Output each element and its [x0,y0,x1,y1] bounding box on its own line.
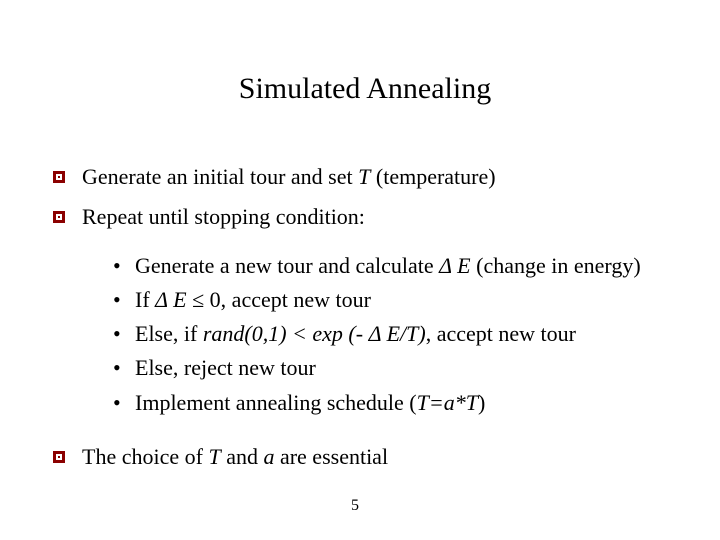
page-number: 5 [351,497,359,514]
bullet-item [0,202,720,232]
dot-bullet-icon: • [113,287,121,312]
bullet-text: Generate an initial tour and set T (temperature) [82,164,496,189]
sub-bullet-item [0,353,720,383]
dot-bullet-icon: • [113,253,121,278]
sub-bullet-text: Else, if rand(0,1) < exp (- Δ E/T), accept new tour [135,321,576,346]
bullet-text: The choice of T and a are essential [82,444,389,469]
dot-bullet-icon: • [113,355,121,380]
sub-bullet-item [0,251,720,281]
square-bullet-icon [53,451,65,463]
bullet-item [0,442,720,472]
sub-bullet-text: If Δ E ≤ 0, accept new tour [135,287,371,312]
square-bullet-icon [53,171,65,183]
square-bullet-icon [53,211,65,223]
bullet-text: Repeat until stopping condition: [82,204,365,229]
sub-bullet-item [0,319,720,349]
sub-bullet-text: Generate a new tour and calculate Δ E (change in energy) [135,253,641,278]
sub-bullet-text: Implement annealing schedule (T=a*T) [135,390,486,415]
sub-bullet-item [0,388,720,418]
sub-bullet-item [0,285,720,315]
bullet-item [0,162,720,192]
sub-bullet-text: Else, reject new tour [135,355,316,380]
dot-bullet-icon: • [113,321,121,346]
dot-bullet-icon: • [113,390,121,415]
slide-title: Simulated Annealing [238,72,492,105]
